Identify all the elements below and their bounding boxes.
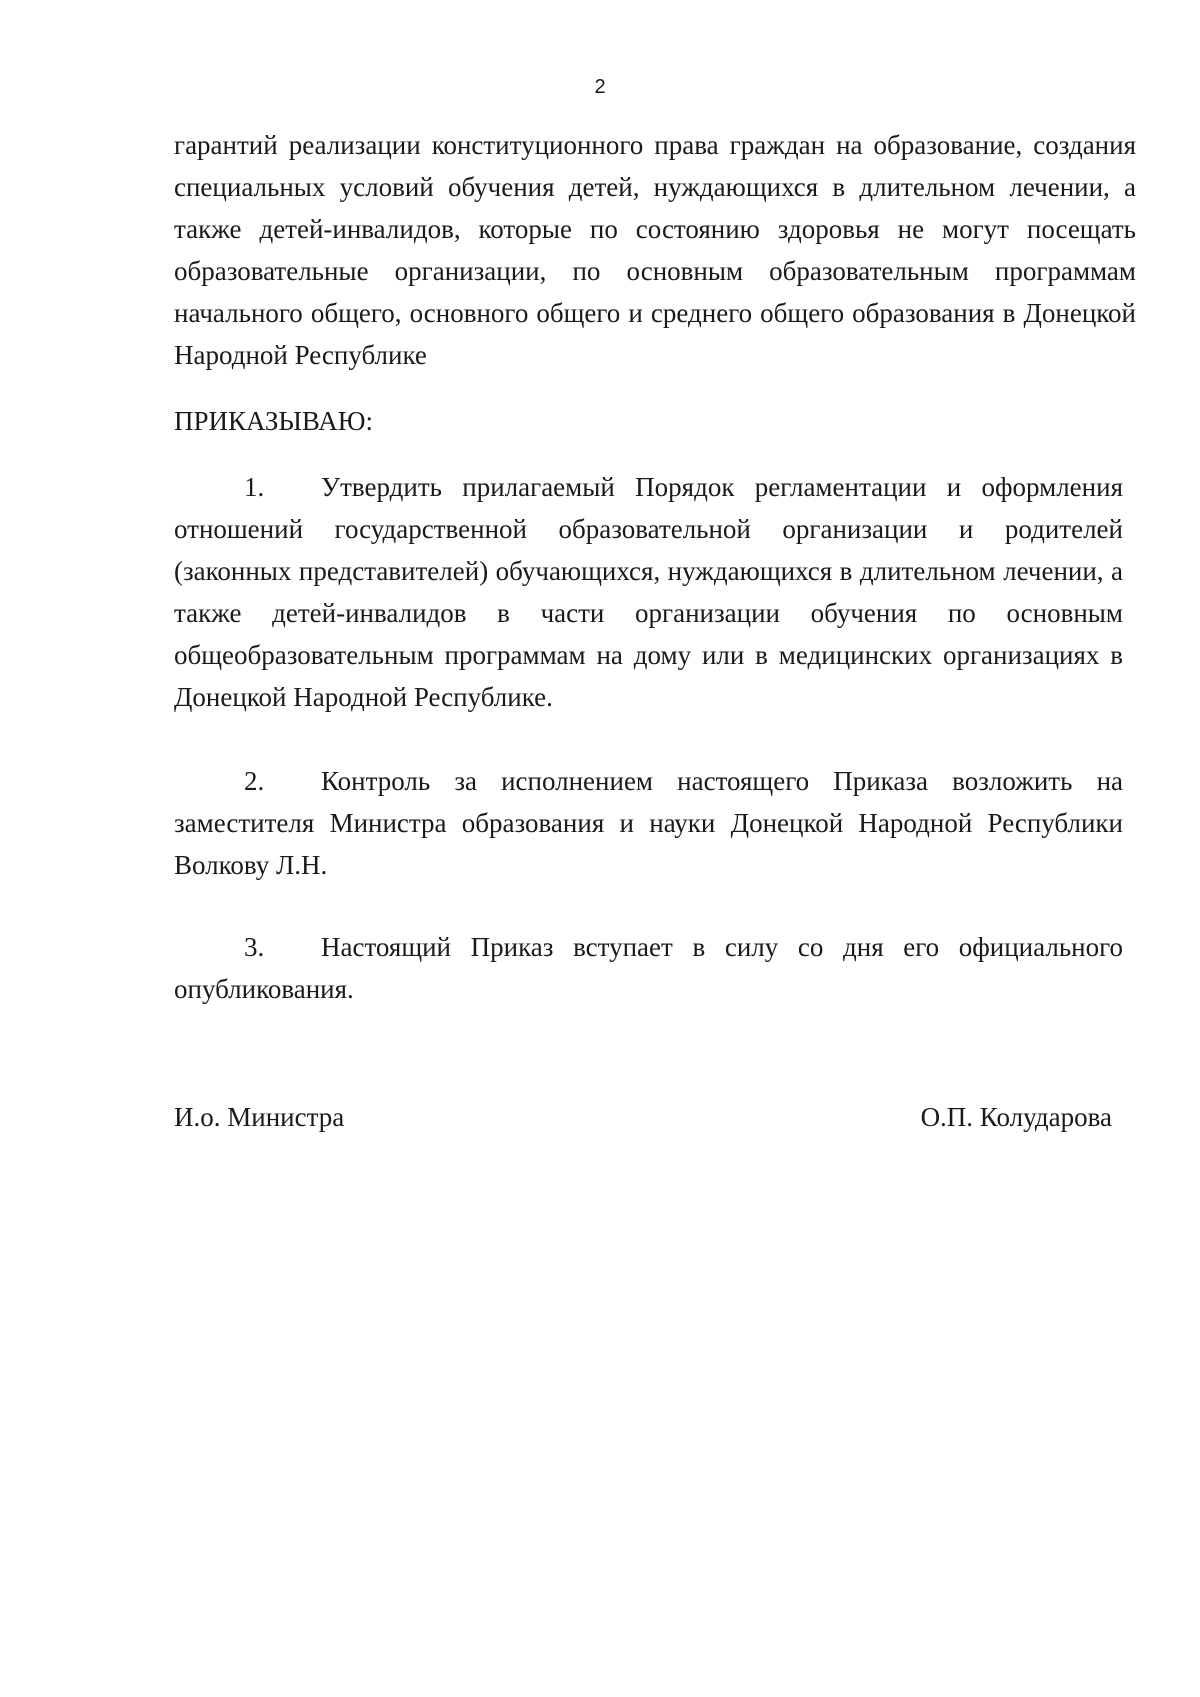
order-item-3 — [174, 926, 1123, 1010]
signatory-title: И.о. Министра — [174, 1102, 345, 1132]
order-item-2 — [174, 760, 1123, 886]
order-item-number: 2. — [244, 766, 265, 796]
order-item-number: 1. — [244, 472, 265, 502]
signatory-name: О.П. Колударова — [920, 1102, 1112, 1132]
order-item-text: Контроль за исполнением настоящего Приказа возложить на заместителя Министра образования и науки Донецкой Народной Республики Волкову Л.Н. — [174, 766, 1123, 880]
order-item-text: Утвердить прилагаемый Порядок регламентации и оформления отношений государственной образовательной организации и родителей (законных представителей) обучающихся, нуждающихся в длительном лечении, а также детей-инвалидов в части организации обучения по основным общеобразовательным программам на дому или в медицинских организациях в Донецкой Народной Республике. — [174, 472, 1123, 712]
intro-paragraph: гарантий реализации конституционного права граждан на образование, создания специальных условий обучения детей, нуждающихся в длительном лечении, а также детей-инвалидов, которые по состоянию здоровья не могут посещать образовательные организации, по основным образовательным программам начального общего, основного общего и среднего общего образования в Донецкой Народной Республике — [174, 130, 1136, 370]
order-item-1 — [174, 466, 1123, 718]
page-number: 2 — [594, 76, 606, 98]
order-heading: ПРИКАЗЫВАЮ: — [174, 406, 373, 436]
order-item-text: Настоящий Приказ вступает в силу со дня его официального опубликования. — [174, 932, 1123, 1004]
order-item-number: 3. — [244, 932, 265, 962]
